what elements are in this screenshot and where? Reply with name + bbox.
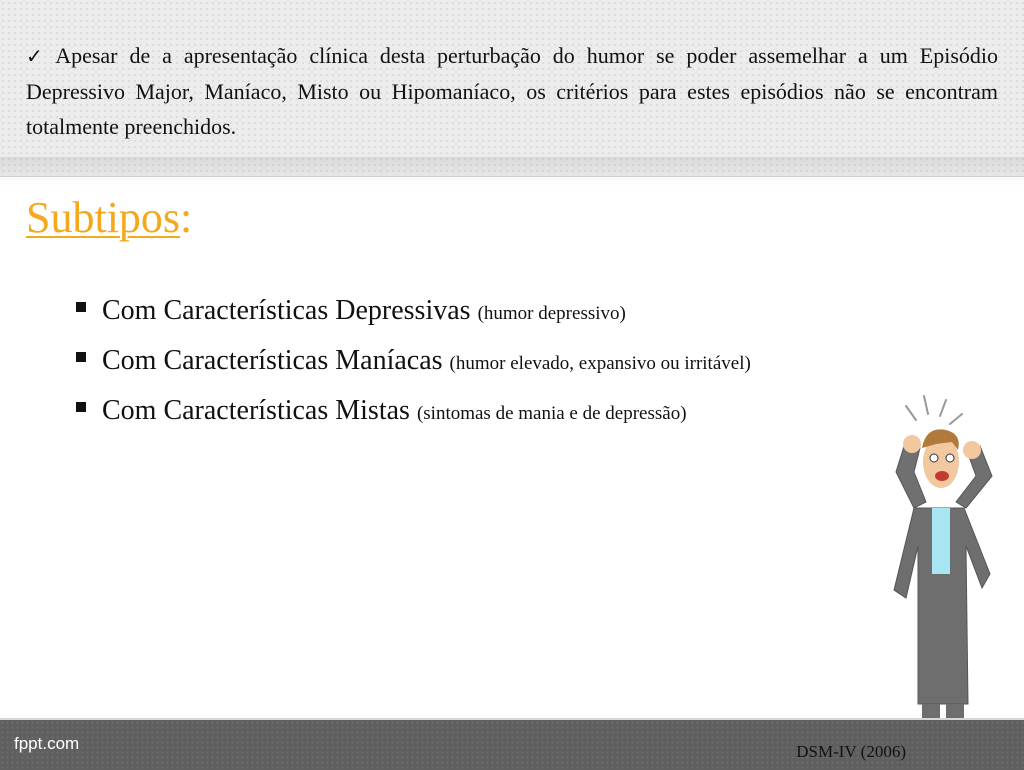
subtypes-list	[76, 286, 751, 436]
stressed-man-illustration	[866, 392, 1016, 752]
checkmark-icon: ✓	[26, 44, 50, 68]
item-main: Com Características Depressivas	[102, 295, 471, 326]
subtipos-link[interactable]: Subtipos	[26, 193, 181, 242]
footer-bar	[0, 718, 1024, 770]
square-bullet-icon	[76, 302, 86, 312]
item-main: Com Características Mistas	[102, 395, 410, 426]
heading-colon: :	[180, 193, 193, 242]
item-main: Com Características Maníacas	[102, 345, 443, 376]
banner-shadow	[0, 157, 1024, 187]
item-detail: (sintomas de mania e de depressão)	[416, 403, 687, 424]
item-detail: (humor elevado, expansivo ou irritável)	[449, 353, 751, 374]
square-bullet-icon	[76, 402, 86, 412]
item-detail: (humor depressivo)	[477, 303, 626, 324]
stress-lines-icon	[906, 396, 962, 424]
intro-text: Apesar de a apresentação clínica desta perturbação do humor se poder assemelhar a um Episódio Depressivo Major, Maníaco, Misto ou Hipomaníaco, os critérios para estes episódios não se encontram totalmente preenchidos.	[26, 43, 998, 139]
intro-paragraph	[26, 38, 998, 144]
square-bullet-icon	[76, 352, 86, 362]
section-heading	[26, 188, 192, 248]
list-item	[76, 286, 751, 336]
footer-brand: fppt.com	[14, 734, 80, 753]
list-item	[76, 336, 751, 386]
list-item	[76, 386, 751, 436]
source-citation: DSM-IV (2006)	[796, 742, 906, 761]
